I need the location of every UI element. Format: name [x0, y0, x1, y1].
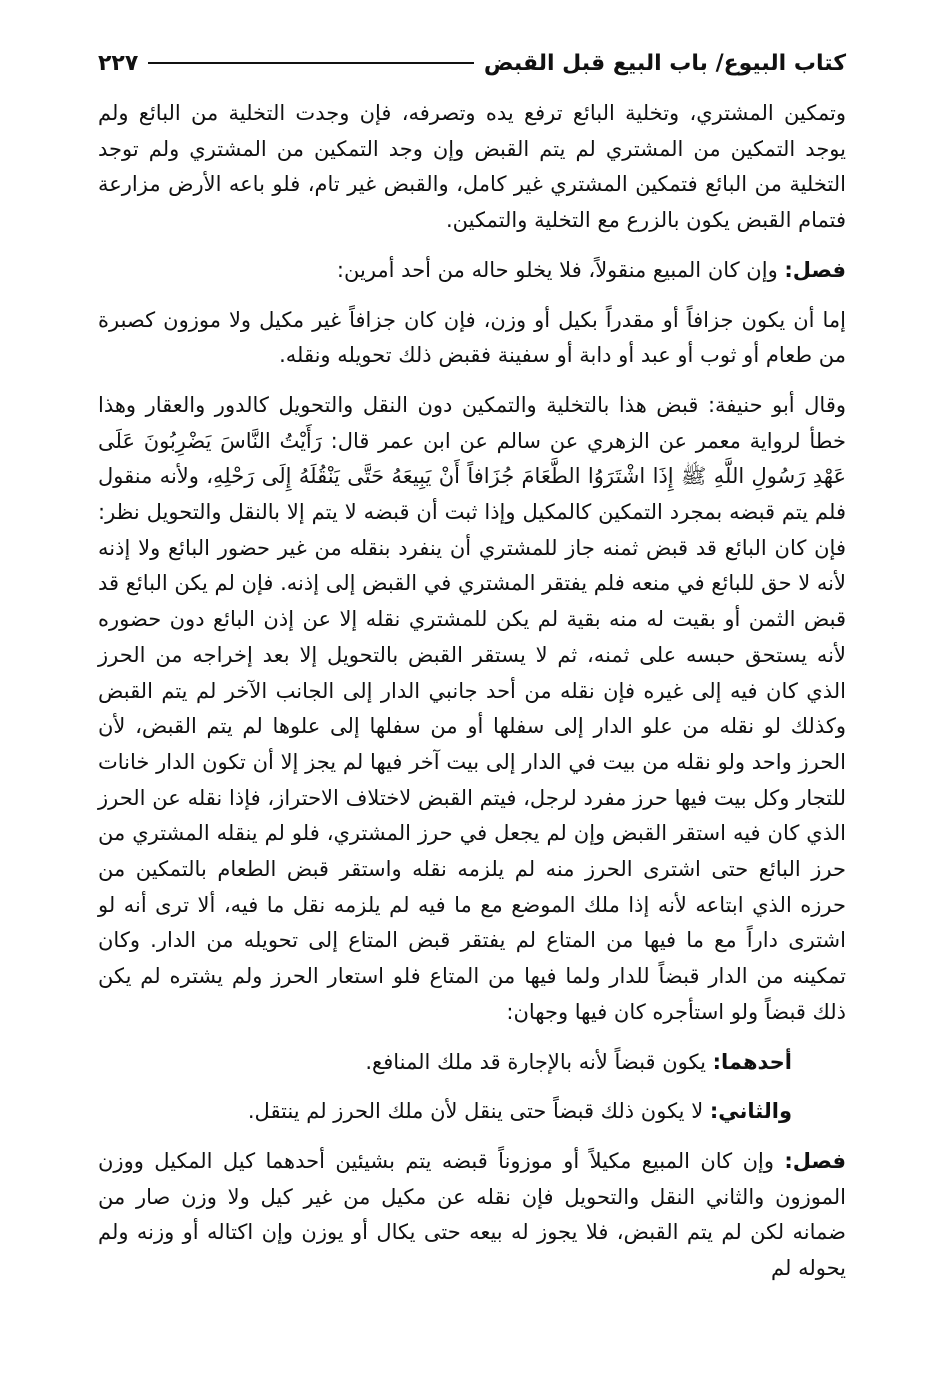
page-header: [98, 40, 846, 86]
first-view-label: أحدهما:: [712, 1049, 792, 1074]
section-marker: فصل:: [784, 257, 846, 282]
paragraph-6-text: لا يكون ذلك قبضاً حتى ينقل لأن ملك الحرز لم ينتقل.: [247, 1099, 704, 1124]
paragraph-2: [98, 253, 846, 289]
paragraph-5-text: يكون قبضاً لأنه بالإجارة قد ملك المنافع.: [365, 1049, 706, 1074]
paragraph-1: وتمكين المشتري، وتخلية البائع ترفع يده وتصرفه، فإن وجدت التخلية من البائع ولم يوجد التمكين من المشتري لم يتم القبض وإن وجد التمكين من المشتري ولم توجد التخلية من البائع فتمكين المشتري غير كامل، والقبض غير تام، فلو باعه الأرض مزارعة فتمام القبض يكون بالزرع مع التخلية والتمكين.: [98, 101, 846, 233]
paragraph-2-text: وإن كان المبيع منقولاً، فلا يخلو حاله من أحد أمرين:: [336, 257, 778, 282]
paragraph-4: وقال أبو حنيفة: قبض هذا بالتخلية والتمكين دون النقل والتحويل كالدور والعقار وهذا خطأ لرواية معمر عن الزهري عن سالم عن ابن عمر قال: رَأَيْتُ النَّاسَ يَضْرِبُونَ عَلَى عَهْدِ رَسُولِ اللَّهِ ﷺ إِذَا اشْتَرَوُا الطَّعَامَ جُزَافاً أَنْ يَبِيعَهُ حَتَّى يَنْقُلَهُ إِلَى رَحْلِهِ، ولأنه منقول فلم يتم قبضه بمجرد التمكين كالمكيل وإذا ثبت أن قبضه لا يتم إلا بالنقل والتحويل نظر: فإن كان البائع قد قبض ثمنه جاز للمشتري أن ينفرد بنقله من غير حضور البائع ولا إذنه لأنه لا حق للبائع في منعه فلم يفتقر المشتري في القبض إلى إذنه. فإن لم يكن البائع قد قبض الثمن أو بقيت له منه بقية لم يكن للمشتري نقله إلا عن إذن البائع دون حضوره لأنه يستحق حبسه على ثمنه، ثم لا يستقر القبض بالتحويل إلا بعد إخراجه من الحرز الذي كان فيه إلى غيره فإن نقله من أحد جانبي الدار إلى الجانب الآخر لم يتم القبض وكذلك لو نقله من علو الدار إلى سفلها أو من سفلها إلى علوها لم يتم القبض، لأن الحرز واحد ولو نقله من بيت في الدار إلى بيت آخر فيها لم يجز إلا أن تكون الدار خانات للتجار وكل بيت فيها حرز مفرد لرجل، فيتم القبض لاختلاف الاحتراز، فإذا نقله عن الحرز الذي كان فيه استقر القبض وإن لم يجعل في حرز المشتري، فلو لم ينقله المشتري من حرز البائع حتى اشترى الحرز منه لم يلزمه نقله واستقر قبض الطعام بالتمكين من حرزه الذي ابتاعه لأنه إذا ملك الموضع مع ما فيه لم يلزمه نقل ما فيه، ألا ترى أنه لو اشترى داراً مع ما فيها من المتاع لم يفتقر قبض المتاع إلى تحويله من الدار. وكان تمكينه من الدار قبضاً للدار ولما فيها من المتاع فلو استعار الحرز ولم يشتره لم يكن ذلك قبضاً ولو استأجره كان فيها وجهان:: [98, 392, 846, 1024]
page-number: ٢٢٧: [98, 50, 139, 76]
paragraph-7: [98, 1144, 846, 1287]
running-title: كتاب البيوع/ باب البيع قبل القبض: [483, 50, 846, 76]
paragraph-6: [98, 1094, 846, 1130]
paragraph-5: [98, 1045, 846, 1081]
section-marker: فصل:: [784, 1148, 846, 1173]
paragraph-3: إما أن يكون جزافاً أو مقدراً بكيل أو وزن، فإن كان جزافاً غير مكيل ولا موزون كصبرة من طعام أو ثوب أو عبد أو دابة أو سفينة فقبض ذلك تحويله ونقله.: [98, 307, 846, 368]
second-view-label: والثاني:: [709, 1099, 792, 1124]
paragraph-7-text: وإن كان المبيع مكيلاً أو موزوناً قبضه يتم بشيئين أحدهما كيل المكيل ووزن الموزون والثاني النقل والتحويل فإن نقله عن مكيل من غير كيل ولا وزن صار من ضمانه لكن لم يتم القبض، فلا يجوز له بيعه حتى يكال أو يوزن وإن اكتاله أو وزنه ولم يحوله لم: [98, 1148, 846, 1281]
header-rule: [148, 62, 474, 64]
